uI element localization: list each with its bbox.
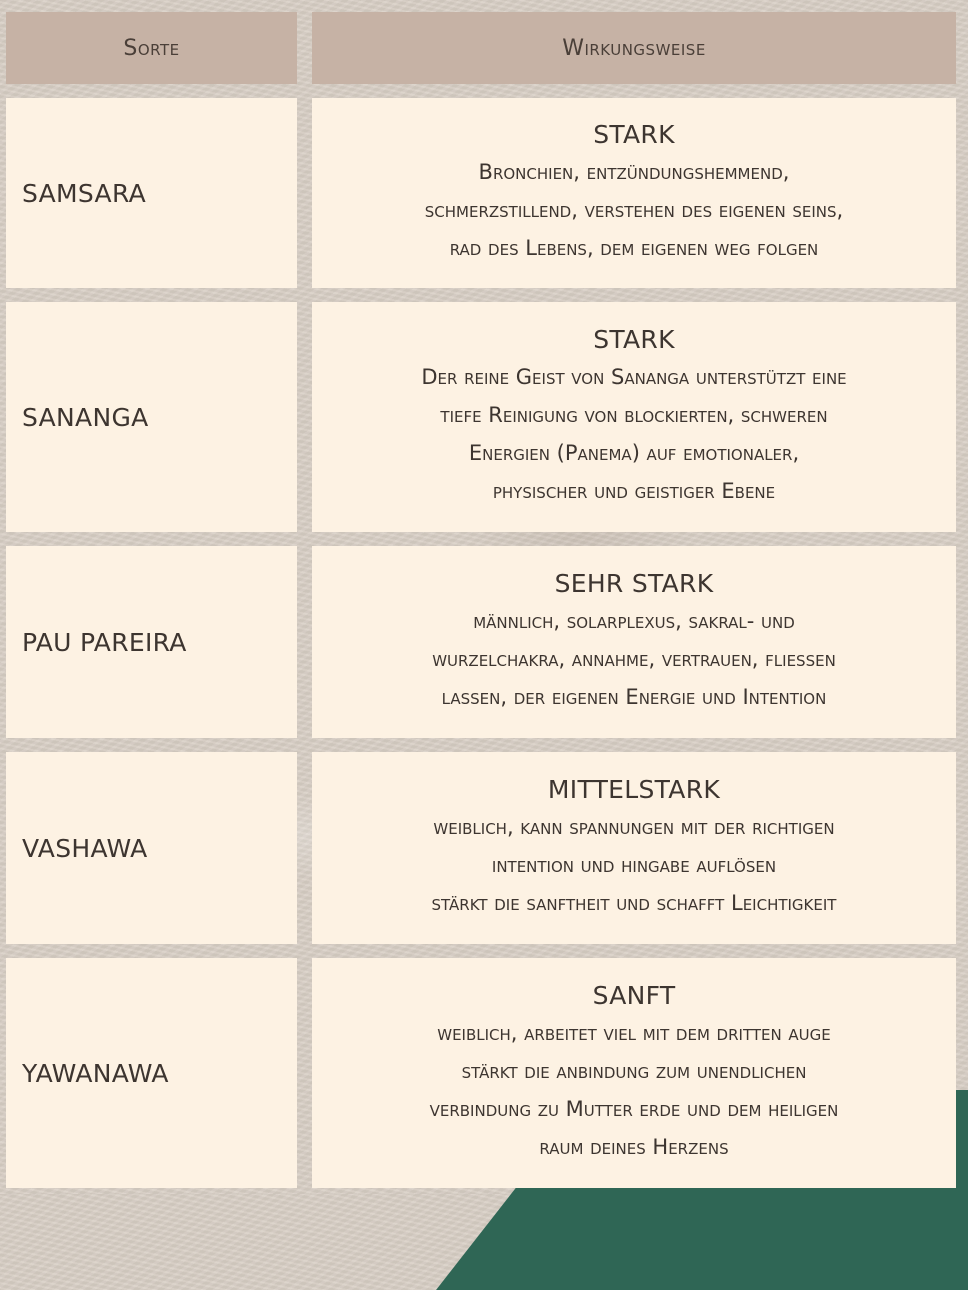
wirkung-cell xyxy=(312,752,956,944)
sorten-table xyxy=(6,12,956,1202)
desc-line: schmerzstillend, verstehen des eigenen seins, xyxy=(424,197,844,222)
desc-line: Der reine Geist von Sananga unterstützt eine xyxy=(421,364,847,389)
desc-line: lassen, der eigenen Energie und Intention xyxy=(441,684,827,709)
desc-line: physischer und geistiger Ebene xyxy=(492,478,776,503)
table-row xyxy=(6,752,956,944)
desc-line: rad des Lebens, dem eigenen weg folgen xyxy=(449,235,819,260)
desc-line: männlich, solarplexus, sakral- und xyxy=(473,608,795,633)
desc-line: stärkt die sanftheit und schafft Leichtigkeit xyxy=(431,890,837,915)
table-row xyxy=(6,98,956,288)
wirkung-cell xyxy=(312,302,956,532)
sort-name: SANANGA xyxy=(6,302,297,532)
sort-name: YAWANAWA xyxy=(6,958,297,1188)
strength-label: SANFT xyxy=(592,980,676,1010)
desc-line: Energien (Panema) auf emotionaler, xyxy=(468,440,800,465)
sort-name: SAMSARA xyxy=(6,98,297,288)
desc-line: weiblich, kann spannungen mit der richtigen xyxy=(433,814,835,839)
desc-line: Bronchien, entzündungshemmend, xyxy=(478,159,790,184)
strength-label: MITTELSTARK xyxy=(547,774,721,804)
strength-label: SEHR STARK xyxy=(554,568,714,598)
wirkung-cell xyxy=(312,98,956,288)
table-header xyxy=(6,12,956,84)
wirkung-cell xyxy=(312,546,956,738)
desc-line: weiblich, arbeitet viel mit dem dritten auge xyxy=(437,1020,831,1045)
sort-name: PAU PAREIRA xyxy=(6,546,297,738)
table-row xyxy=(6,958,956,1188)
strength-label: STARK xyxy=(593,324,675,354)
desc-line: stärkt die anbindung zum unendlichen xyxy=(461,1058,807,1083)
header-wirkungsweise: Wirkungsweise xyxy=(312,12,956,84)
desc-line: verbindung zu Mutter erde und dem heiligen xyxy=(429,1096,839,1121)
desc-line: wurzelchakra, annahme, vertrauen, fliessen xyxy=(432,646,836,671)
strength-label: STARK xyxy=(593,119,675,149)
desc-line: tiefe Reinigung von blockierten, schweren xyxy=(440,402,828,427)
header-sorte: Sorte xyxy=(6,12,297,84)
desc-line: raum deines Herzens xyxy=(539,1134,729,1159)
table-row xyxy=(6,546,956,738)
wirkung-cell xyxy=(312,958,956,1188)
sort-name: VASHAWA xyxy=(6,752,297,944)
desc-line: intention und hingabe auflösen xyxy=(491,852,777,877)
table-row xyxy=(6,302,956,532)
